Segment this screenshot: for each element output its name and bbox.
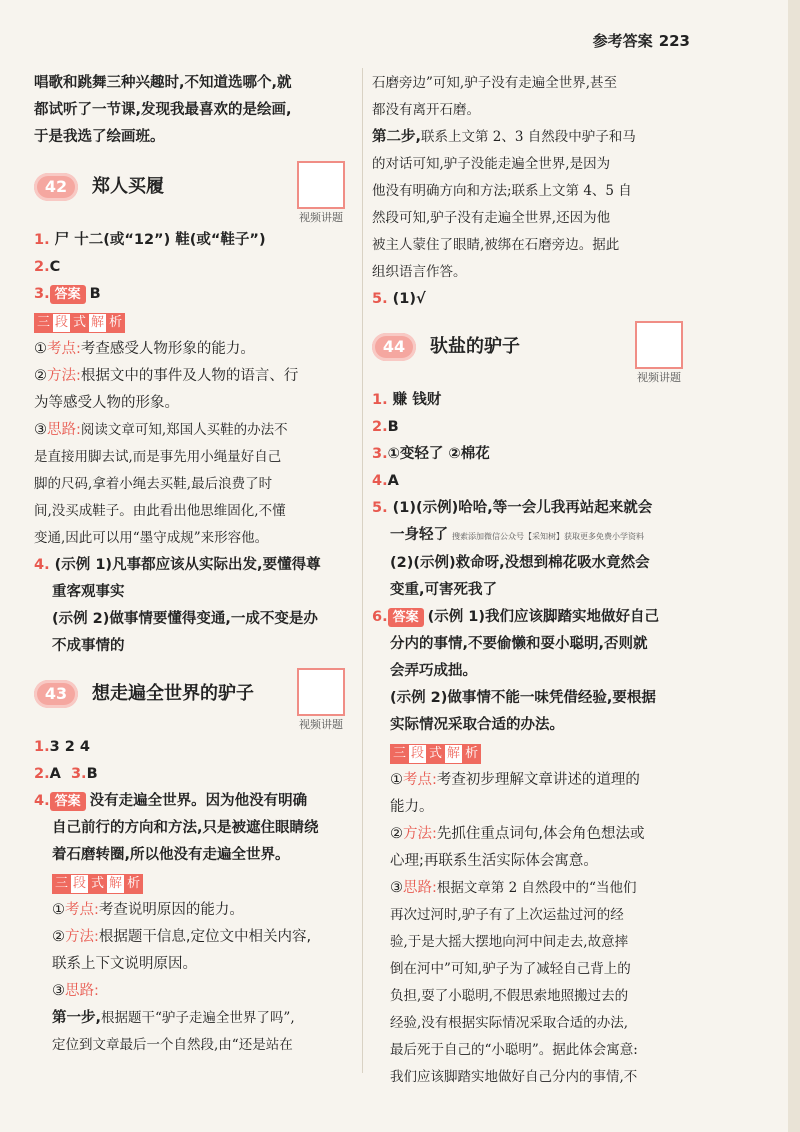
- header-title: 参考答案: [592, 32, 653, 50]
- analysis-method: [34, 363, 354, 390]
- answer-text: 一身轻了: [390, 527, 448, 543]
- banner-char: 段: [408, 744, 427, 764]
- answer-number: 5.: [372, 500, 388, 516]
- left-column: [34, 70, 354, 1059]
- answer-number: 5.: [372, 291, 388, 307]
- answer-text: B: [387, 419, 399, 435]
- right-column: [372, 70, 692, 1091]
- answer-text: 没有走遍全世界。因为他没有明确: [89, 793, 308, 809]
- analysis-point: [34, 897, 354, 924]
- answer-2: [34, 254, 354, 281]
- banner-char: 析: [462, 744, 481, 764]
- analysis-idea-line: 我们应该脚踏实地做好自己分内的事情,不: [390, 1069, 638, 1085]
- qr-code-icon: [297, 161, 345, 209]
- banner-char: 段: [70, 874, 89, 894]
- analysis-idea-line: 最后死于自己的“小聪明”。据此体会寓意:: [390, 1042, 638, 1058]
- analysis-idea-line: 经验,没有根据实际情况采取合适的办法,: [390, 1015, 629, 1031]
- qr-label: 视频讲题: [637, 371, 681, 384]
- analysis-point: [372, 767, 692, 794]
- banner-char: 式: [88, 874, 107, 894]
- point-mark: ①: [34, 341, 47, 357]
- point-text: 考查初步理解文章讲述的道理的: [436, 772, 640, 788]
- answer-text: 变重,可害死我了: [390, 582, 498, 598]
- lesson-number-badge: 42: [34, 173, 78, 201]
- qr-code-icon: [635, 321, 683, 369]
- analysis-idea: [34, 417, 354, 444]
- answer-text: 赚 钱财: [392, 392, 442, 408]
- answer-text: (1)(示例)哈哈,等一会儿我再站起来就会: [392, 500, 653, 516]
- answer-text: B: [89, 286, 101, 302]
- answer-number: 4.: [34, 793, 50, 809]
- answer-4: [34, 552, 354, 579]
- answer-5-cont: [372, 522, 692, 550]
- analysis-method: [372, 821, 692, 848]
- answer-2: [372, 414, 692, 441]
- step-text: 组织语言作答。: [372, 264, 467, 280]
- answer-text: 不成事情的: [52, 638, 125, 654]
- answer-number: 3.: [34, 286, 50, 302]
- lesson-42-heading: [34, 161, 354, 224]
- analysis-banner: [372, 742, 480, 764]
- answer-tag: 答案: [50, 285, 86, 304]
- answer-text: 实际情况采取合适的办法。: [390, 717, 564, 733]
- answer-text: (2)(示例)救命呀,没想到棉花吸水竟然会: [390, 555, 650, 571]
- analysis-method-cont: 心理;再联系生活实际体会寓意。: [390, 853, 598, 869]
- point-text: 根据文章第 2 自然段中的“当他们: [436, 880, 637, 896]
- banner-char: 三: [34, 313, 53, 333]
- answer-4: [34, 788, 354, 815]
- analysis-idea-line: 负担,耍了小聪明,不假思索地照搬过去的: [390, 988, 629, 1004]
- video-qr-code[interactable]: [296, 161, 346, 225]
- answer-text: 自己前行的方向和方法,只是被遮住眼睛绕: [52, 820, 319, 836]
- answer-text: (示例 2)做事情不能一味凭借经验,要根据: [390, 690, 656, 706]
- analysis-idea-line: 变通,因此可以用“墨守成规”来形容他。: [34, 530, 269, 546]
- step-text: 然段可知,驴子没有走遍全世界,还因为他: [372, 210, 611, 226]
- analysis-banner: [34, 311, 124, 333]
- point-mark: ③: [34, 422, 47, 438]
- banner-char: 段: [52, 313, 71, 333]
- point-keyword: 考点:: [47, 341, 81, 357]
- point-text: 阅读文章可知,郑国人买鞋的办法不: [80, 422, 288, 438]
- analysis-method-cont: 为等感受人物的形象。: [34, 395, 179, 411]
- answer-tag: 答案: [388, 608, 424, 627]
- point-mark: ③: [390, 880, 403, 896]
- step-text: 的对话可知,驴子没能走遍全世界,是因为: [372, 156, 611, 172]
- answer-text: 3 2 4: [49, 739, 90, 755]
- step-label: 第一步,: [52, 1010, 102, 1026]
- answer-number: 6.: [372, 609, 388, 625]
- point-keyword: 思路:: [65, 983, 99, 999]
- answer-number: 4.: [34, 557, 50, 573]
- step-text: 根据题干“驴子走遍全世界了吗”,: [101, 1010, 295, 1026]
- answer-number: 1.: [372, 392, 388, 408]
- point-mark: ①: [390, 772, 403, 788]
- step-text: 都没有离开石磨。: [372, 102, 480, 118]
- point-text: 根据文中的事件及人物的语言、行: [80, 368, 299, 384]
- banner-char: 式: [70, 313, 89, 333]
- analysis-point: [34, 336, 354, 363]
- step-1: [34, 1005, 354, 1032]
- answer-number: 2.: [34, 259, 50, 275]
- answer-4: [372, 468, 692, 495]
- answer-text: (1)√: [392, 291, 426, 307]
- answer-text: 着石磨转圈,所以他没有走遍全世界。: [52, 847, 290, 863]
- step-text: 联系上文第 2、3 自然段中驴子和马: [421, 129, 636, 145]
- banner-char: 三: [52, 874, 71, 894]
- answer-5: [372, 286, 692, 313]
- analysis-idea-line: 间,没买成鞋子。由此看出他思维固化,不懂: [34, 503, 286, 519]
- point-keyword: 思路:: [47, 422, 81, 438]
- banner-char: 析: [106, 313, 125, 333]
- intro-line: 于是我选了绘画班。: [34, 129, 165, 145]
- point-keyword: 思路:: [403, 880, 437, 896]
- page-header: [587, 30, 690, 51]
- column-divider: [362, 68, 363, 1073]
- step-text: 石磨旁边”可知,驴子没有走遍全世界,甚至: [372, 75, 617, 91]
- answer-text: B: [86, 766, 98, 782]
- point-text: 先抓住重点词句,体会角色想法或: [436, 826, 645, 842]
- answer-1: [34, 227, 354, 254]
- step-text: 定位到文章最后一个自然段,由“还是站在: [52, 1037, 293, 1053]
- answer-text: 分内的事情,不要偷懒和耍小聪明,否则就: [390, 636, 648, 652]
- watermark-note: 搜索添加微信公众号【采知树】获取更多免费小学资料: [452, 532, 644, 541]
- point-text: 考查感受人物形象的能力。: [80, 341, 255, 357]
- qr-code-icon: [297, 668, 345, 716]
- banner-char: 解: [106, 874, 125, 894]
- lesson-number-badge: 44: [372, 333, 416, 361]
- intro-line: 都试听了一节课,发现我最喜欢的是绘画,: [34, 102, 292, 118]
- answer-number: 4.: [372, 473, 388, 489]
- answer-text: C: [49, 259, 61, 275]
- qr-label: 视频讲题: [299, 718, 343, 731]
- answer-text: A: [49, 766, 61, 782]
- answer-number: 1.: [34, 232, 50, 248]
- answer-3: [34, 281, 354, 308]
- lesson-number-badge: 43: [34, 680, 78, 708]
- banner-char: 式: [426, 744, 445, 764]
- step-text: 他没有明确方向和方法;联系上文第 4、5 自: [372, 183, 632, 199]
- answer-number: 2.: [372, 419, 388, 435]
- analysis-idea-line: 是直接用脚去试,而是事先用小绳量好自己: [34, 449, 282, 465]
- analysis-idea-line: 再次过河时,驴子有了上次运盐过河的经: [390, 907, 624, 923]
- page-edge: [788, 0, 800, 1132]
- point-keyword: 方法:: [65, 929, 99, 945]
- point-keyword: 方法:: [403, 826, 437, 842]
- intro-line: 唱歌和跳舞三种兴趣时,不知道选哪个,就: [34, 75, 292, 91]
- point-mark: ②: [34, 368, 47, 384]
- analysis-method-cont: 联系上下文说明原因。: [52, 956, 197, 972]
- answer-text: 尸 十二(或“12”) 鞋(或“鞋子”): [54, 232, 266, 248]
- answer-6: [372, 604, 692, 631]
- answer-5: [372, 495, 692, 522]
- point-keyword: 方法:: [47, 368, 81, 384]
- qr-label: 视频讲题: [299, 211, 343, 224]
- answer-text: ①变轻了 ②棉花: [387, 446, 490, 462]
- point-mark: ②: [390, 826, 403, 842]
- step-text: 被主人蒙住了眼睛,被绑在石磨旁边。据此: [372, 237, 620, 253]
- banner-char: 解: [88, 313, 107, 333]
- point-text: 根据题干信息,定位文中相关内容,: [98, 929, 312, 945]
- banner-char: 解: [444, 744, 463, 764]
- video-qr-code[interactable]: [296, 668, 346, 732]
- answer-2-3: [34, 761, 354, 788]
- point-keyword: 考点:: [65, 902, 99, 918]
- answer-text: (示例 2)做事情要懂得变通,一成不变是办: [52, 611, 318, 627]
- answer-number: 3.: [70, 766, 87, 782]
- banner-char: 析: [124, 874, 143, 894]
- answer-text: A: [387, 473, 399, 489]
- answer-text: (示例 1)凡事都应该从实际出发,要懂得尊: [54, 557, 321, 573]
- point-mark: ②: [52, 929, 65, 945]
- analysis-idea: [34, 978, 354, 1005]
- point-mark: ③: [52, 983, 65, 999]
- analysis-idea-line: 倒在河中”可知,驴子为了减轻自己背上的: [390, 961, 631, 977]
- answer-1: [34, 734, 354, 761]
- video-qr-code[interactable]: [634, 321, 684, 385]
- answer-number: 1.: [34, 739, 50, 755]
- point-keyword: 考点:: [403, 772, 437, 788]
- answer-1: [372, 387, 692, 414]
- lesson-title: 郑人买履: [92, 176, 164, 197]
- lesson-title: 驮盐的驴子: [430, 336, 520, 357]
- point-mark: ①: [52, 902, 65, 918]
- answer-3: [372, 441, 692, 468]
- analysis-idea-line: 验,于是大摇大摆地向河中间走去,故意摔: [390, 934, 629, 950]
- step-label: 第二步,: [372, 129, 422, 145]
- point-text: 考查说明原因的能力。: [98, 902, 244, 918]
- answer-text: 会弄巧成拙。: [390, 663, 477, 679]
- analysis-idea-line: 脚的尺码,拿着小绳去买鞋,最后浪费了时: [34, 476, 273, 492]
- lesson-43-heading: [34, 668, 354, 731]
- page-number: 223: [658, 32, 690, 50]
- answer-text: 重客观事实: [52, 584, 125, 600]
- analysis-idea: [372, 875, 692, 902]
- analysis-banner: [34, 872, 142, 894]
- answer-text: (示例 1)我们应该脚踏实地做好自己: [427, 609, 660, 625]
- answer-number: 3.: [372, 446, 388, 462]
- analysis-method: [34, 924, 354, 951]
- lesson-44-heading: [372, 321, 692, 384]
- banner-char: 三: [390, 744, 409, 764]
- answer-tag: 答案: [50, 792, 86, 811]
- answer-number: 2.: [34, 766, 50, 782]
- lesson-title: 想走遍全世界的驴子: [92, 683, 254, 704]
- analysis-point-cont: 能力。: [390, 799, 434, 815]
- step-2: [372, 124, 692, 151]
